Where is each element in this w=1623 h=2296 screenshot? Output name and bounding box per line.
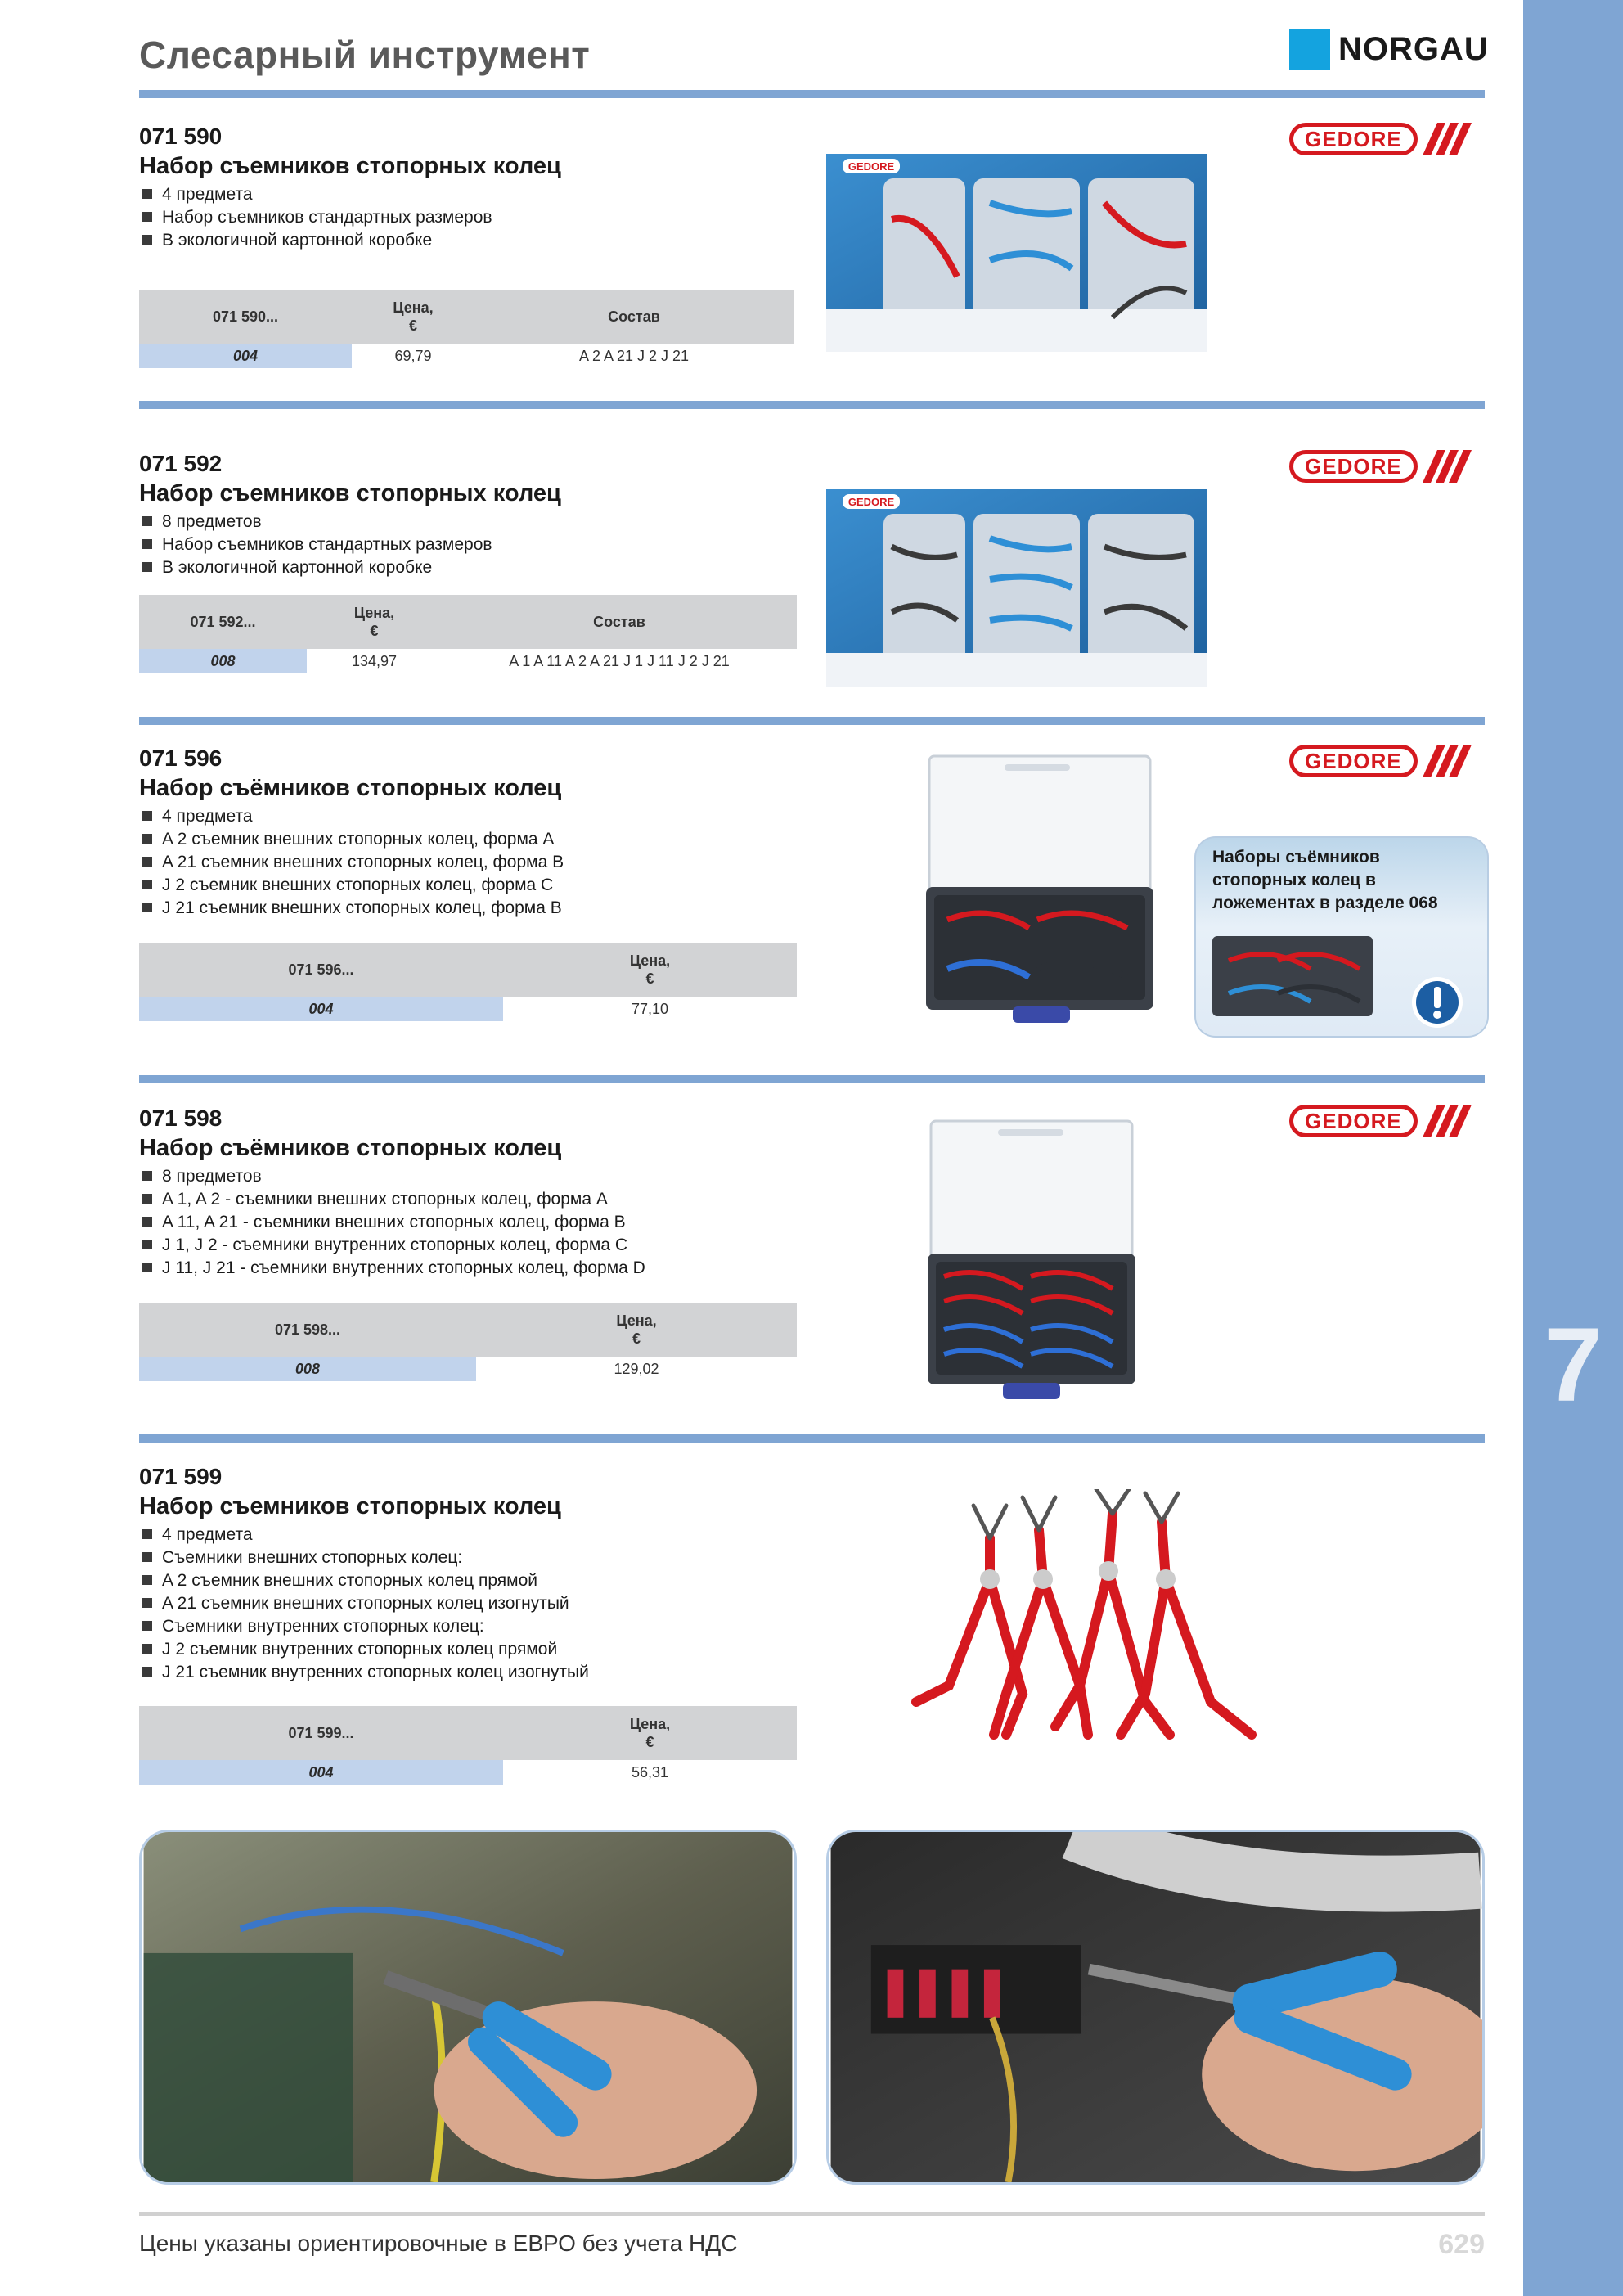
feature-item: 4 предмета [139,183,1485,206]
article-cell: 004 [139,997,503,1021]
gedore-stripes-icon [1423,1105,1473,1137]
spec-table-071598 [139,1303,797,1381]
chapter-number: 7 [1544,1307,1603,1424]
info-exclamation-icon [1410,975,1464,1029]
product-features [139,1524,1485,1684]
product-image-box-8 [826,489,1207,687]
article-cell: 008 [139,1357,476,1381]
page-number: 629 [1438,2229,1485,2260]
section-rule [139,90,1485,98]
feature-item: 8 предметов [139,1165,1485,1188]
section-rule [139,1434,1485,1443]
product-code: 071 590 [139,124,223,149]
article-cell: 004 [139,1760,503,1785]
feature-item: 4 предмета [139,1524,1485,1546]
feature-item: J 2 съемник внешних стопорных колец, форма C [139,874,1485,897]
col-content: Состав [608,308,660,325]
feature-item: J 1, J 2 - съемники внутренних стопорных колец, форма C [139,1234,1485,1257]
gedore-logo [1289,450,1473,483]
footer-rule [139,2212,1485,2216]
product-071599 [139,1463,1485,1684]
product-features [139,1165,1485,1280]
price-cell: 77,10 [631,1000,669,1017]
feature-item: A 2 съемник внешних стопорных колец прямой [139,1569,1485,1592]
product-code: 071 599 [139,1464,223,1489]
spec-header [139,595,797,649]
product-name: Набор съемников стопорных колец [139,153,561,179]
col-price: Цена, € [629,1716,671,1750]
product-image-case-4 [923,748,1157,1029]
gedore-wordmark: GEDORE [1289,450,1418,483]
content-cell: A 1 A 11 A 2 A 21 J 1 J 11 J 2 J 21 [509,652,730,669]
norgau-square-icon [1289,29,1330,70]
col-article: 071 599... [288,1725,354,1741]
feature-item: J 21 съемник внутренних стопорных колец изогнутый [139,1661,1485,1684]
feature-item: 4 предмета [139,805,1485,828]
section-rule [139,717,1485,725]
product-code: 071 598 [139,1105,223,1131]
col-article: 071 596... [288,961,354,978]
price-cell: 56,31 [631,1763,669,1781]
info-callout-text: Наборы съёмников стопорных колец в ложементах в разделе 068 [1212,848,1438,912]
gedore-logo [1289,1105,1473,1137]
spec-header [139,1303,797,1357]
tray-image [1212,936,1373,1016]
gedore-wordmark: GEDORE [1289,1105,1418,1137]
gedore-stripes-icon [1423,745,1473,777]
content-cell: A 2 A 21 J 2 J 21 [578,347,690,364]
spec-table-071592 [139,595,797,673]
product-071592 [139,450,1485,579]
feature-item: J 21 съемник внешних стопорных колец, форма B [139,897,1485,920]
col-article: 071 598... [274,1321,341,1338]
feature-item: 8 предметов [139,511,1485,533]
feature-item: A 21 съемник внешних стопорных колец изогнутый [139,1592,1485,1615]
price-cell: 69,79 [394,347,432,364]
product-name: Набор съемников стопорных колец [139,1493,561,1519]
photo-hand-pliers-terminal [826,1830,1485,2185]
product-image-pliers-4 [900,1489,1276,1751]
spec-row [139,997,797,1021]
feature-item: Съемники внутренних стопорных колец: [139,1615,1485,1638]
feature-item: В экологичной картонной коробке [139,229,1485,252]
spec-header [139,943,797,997]
spec-header [139,1706,797,1760]
chapter-stripe [1523,0,1623,2296]
article-cell: 008 [139,649,307,673]
col-article: 071 592... [190,614,256,630]
norgau-wordmark: NORGAU [1338,30,1489,67]
gedore-logo [1289,745,1473,777]
product-image-box-4 [826,154,1207,352]
spec-row [139,1760,797,1785]
section-rule [139,1075,1485,1083]
spec-table-071596 [139,943,797,1021]
product-name: Набор съёмников стопорных колец [139,1135,562,1161]
spec-table-071590 [139,290,794,368]
article-cell: 004 [139,344,352,368]
product-features [139,511,1485,579]
footer-note: Цены указаны ориентировочные в ЕВРО без учета НДС [139,2231,738,2256]
page-title: Слесарный инструмент [139,34,591,76]
product-071590 [139,123,1485,252]
info-callout [1194,836,1489,1038]
gedore-logo [1289,123,1473,155]
product-name: Набор съемников стопорных колец [139,480,561,506]
col-content: Состав [593,614,645,630]
feature-item: J 2 съемник внутренних стопорных колец прямой [139,1638,1485,1661]
feature-item: J 11, J 21 - съемники внутренних стопорных колец, форма D [139,1257,1485,1280]
product-features [139,183,1485,252]
spec-table-071599 [139,1706,797,1785]
gedore-wordmark: GEDORE [1289,745,1418,777]
feature-item: A 1, A 2 - съемники внешних стопорных колец, форма A [139,1188,1485,1211]
photo-hand-pliers-wire [139,1830,797,2185]
svg-text:GEDORE: GEDORE [847,160,895,173]
col-price: Цена, € [393,299,434,334]
norgau-logo [1289,28,1489,70]
gedore-wordmark: GEDORE [1289,123,1418,155]
col-price: Цена, € [353,605,395,639]
spec-row [139,344,794,368]
col-price: Цена, € [629,952,671,987]
feature-item: A 2 съемник внешних стопорных колец, форма A [139,828,1485,851]
price-cell: 134,97 [351,652,398,669]
svg-text:GEDORE: GEDORE [847,496,895,508]
product-code: 071 596 [139,745,223,771]
feature-item: Набор съемников стандартных размеров [139,206,1485,229]
side-gap [1512,0,1523,2296]
col-article: 071 590... [212,308,279,325]
feature-item: Набор съемников стандартных размеров [139,533,1485,556]
product-image-case-8 [924,1113,1139,1402]
price-cell: 129,02 [614,1360,659,1377]
feature-item: A 21 съемник внешних стопорных колец, форма B [139,851,1485,874]
gedore-stripes-icon [1423,123,1473,155]
spec-row [139,649,797,673]
feature-item: A 11, A 21 - съемники внешних стопорных колец, форма B [139,1211,1485,1234]
gedore-stripes-icon [1423,450,1473,483]
spec-row [139,1357,797,1381]
product-code: 071 592 [139,451,223,476]
spec-header [139,290,794,344]
product-name: Набор съёмников стопорных колец [139,775,562,801]
feature-item: В экологичной картонной коробке [139,556,1485,579]
col-price: Цена, € [616,1312,657,1347]
product-071598 [139,1105,1485,1280]
feature-item: Съемники внешних стопорных колец: [139,1546,1485,1569]
section-rule [139,401,1485,409]
